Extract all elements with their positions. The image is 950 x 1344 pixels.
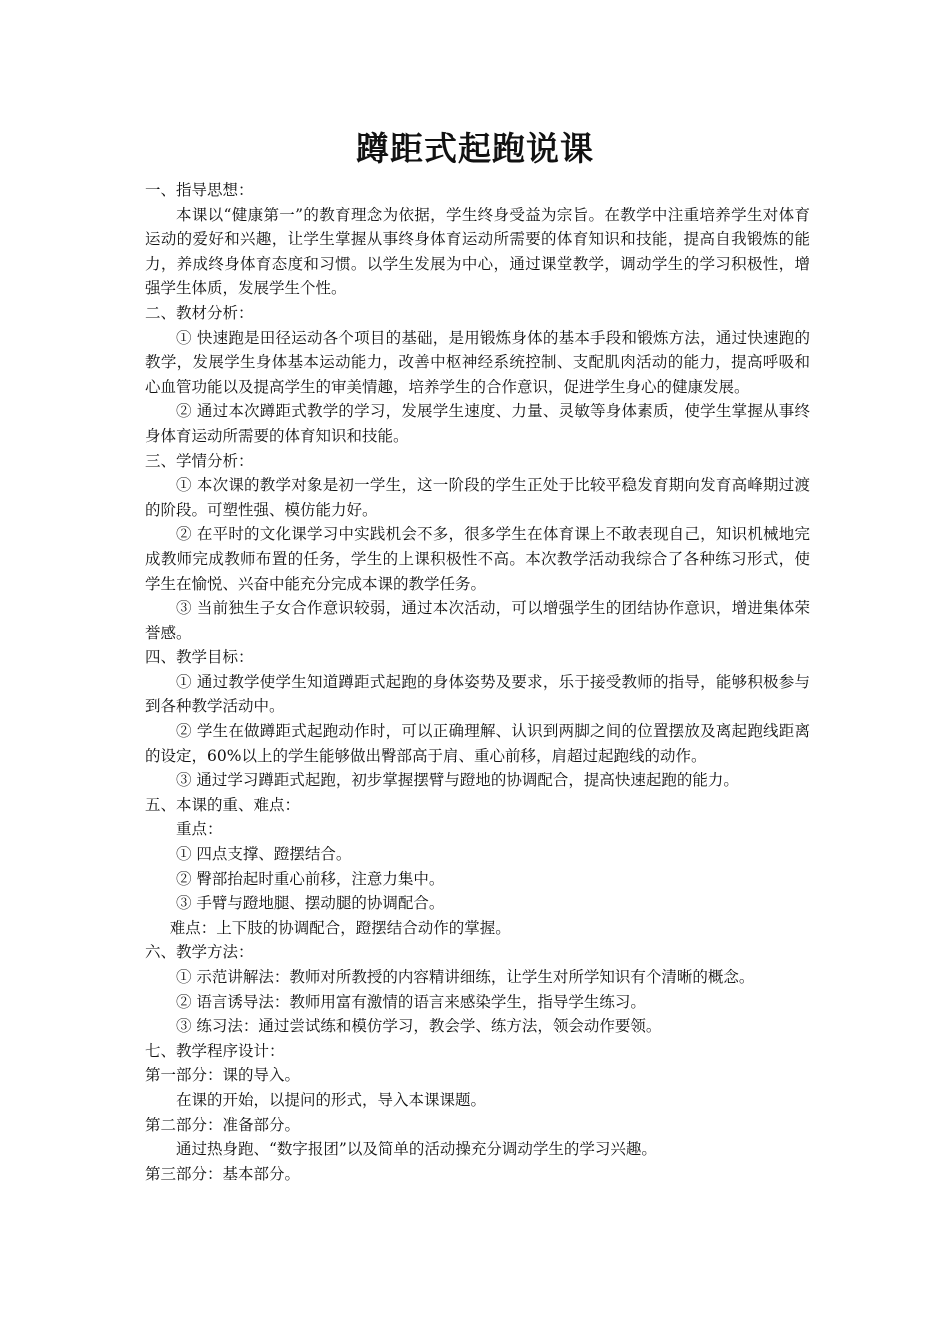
document-body (145, 178, 810, 1186)
key-points-label: 重点： (176, 820, 223, 839)
paragraph: 通过热身跑、“数字报团”以及简单的活动操充分调动学生的学习兴趣。 (176, 1140, 657, 1159)
paragraph: ② 学生在做蹲距式起跑动作时，可以正确理解、认识到两脚之间的位置摆放及离起跑线距离的设定，60%以上的学生能够做出臀部高于肩、重心前移，肩超过起跑线的动作。 (145, 722, 810, 765)
section-heading-procedure-design: 七、教学程序设计： (145, 1041, 285, 1060)
paragraph: ① 快速跑是田径运动各个项目的基础，是用锻炼身体的基本手段和锻炼方法，通过快速跑的教学，发展学生身体基本运动能力，改善中枢神经系统控制、支配肌肉活动的能力，提高呼吸和心血管功能以及提高学生的审美情趣，培养学生的合作意识，促进学生身心的健康发展。 (145, 328, 810, 396)
paragraph: 本课以“健康第一”的教育理念为依据，学生终身受益为宗旨。在教学中注重培养学生对体育运动的爱好和兴趣，让学生掌握从事终身体育运动所需要的体育知识和技能，提高自我锻炼的能力，养成终身体育态度和习惯。以学生发展为中心，通过课堂教学，调动学生的学习积极性，增强学生体质，发展学生个性。 (145, 205, 810, 298)
list-item: ③ 手臂与蹬地腿、摆动腿的协调配合。 (176, 894, 445, 913)
list-item: ① 示范讲解法：教师对所教授的内容精讲细练，让学生对所学知识有个清晰的概念。 (176, 968, 755, 986)
list-item: ② 臀部抬起时重心前移，注意力集中。 (176, 869, 445, 888)
document-title: 蹲距式起跑说课 (356, 129, 594, 168)
difficulty-point: 难点：上下肢的协调配合，蹬摆结合动作的掌握。 (169, 918, 511, 937)
section-heading-material-analysis: 二、教材分析： (145, 303, 254, 322)
section-heading-teaching-goals: 四、教学目标： (145, 648, 254, 667)
paragraph: ① 本次课的教学对象是初一学生，这一阶段的学生正处于比较平稳发育期向发育高峰期过渡的阶段。可塑性强、模仿能力好。 (145, 476, 810, 519)
list-item: ③ 练习法：通过尝试练和模仿学习，教会学、练方法，领会动作要领。 (176, 1017, 662, 1036)
section-heading-teaching-methods: 六、教学方法： (145, 943, 254, 962)
paragraph: ① 通过教学使学生知道蹲距式起跑的身体姿势及要求，乐于接受教师的指导，能够积极参与到各种教学活动中。 (145, 672, 810, 716)
part-heading: 第二部分：准备部分。 (145, 1115, 301, 1134)
section-heading-guiding-idea: 一、指导思想： (145, 181, 254, 199)
paragraph: ③ 通过学习蹲距式起跑，初步掌握摆臂与蹬地的协调配合，提高快速起跑的能力。 (176, 771, 739, 790)
paragraph: ③ 当前独生子女合作意识较弱，通过本次活动，可以增强学生的团结协作意识，增进集体荣誉感。 (145, 599, 810, 642)
paragraph: 在课的开始，以提问的形式，导入本课课题。 (176, 1090, 487, 1109)
paragraph: ② 在平时的文化课学习中实践机会不多，很多学生在体育课上不敢表现自己，知识机械地完成教师完成教师布置的任务，学生的上课积极性不高。本次教学活动我综合了各种练习形式，使学生在愉悦、兴奋中能充分完成本课的教学任务。 (145, 525, 810, 593)
list-item: ② 语言诱导法：教师用富有激情的语言来感染学生，指导学生练习。 (176, 992, 646, 1011)
part-heading: 第三部分：基本部分。 (145, 1164, 301, 1183)
part-heading: 第一部分：课的导入。 (145, 1066, 301, 1085)
section-heading-student-analysis: 三、学情分析： (145, 451, 254, 470)
section-heading-key-difficult-points: 五、本课的重、难点： (145, 795, 301, 814)
paragraph: ② 通过本次蹲距式教学的学习，发展学生速度、力量、灵敏等身体素质，使学生掌握从事终身体育运动所需要的体育知识和技能。 (145, 402, 810, 445)
list-item: ① 四点支撑、蹬摆结合。 (176, 845, 352, 864)
